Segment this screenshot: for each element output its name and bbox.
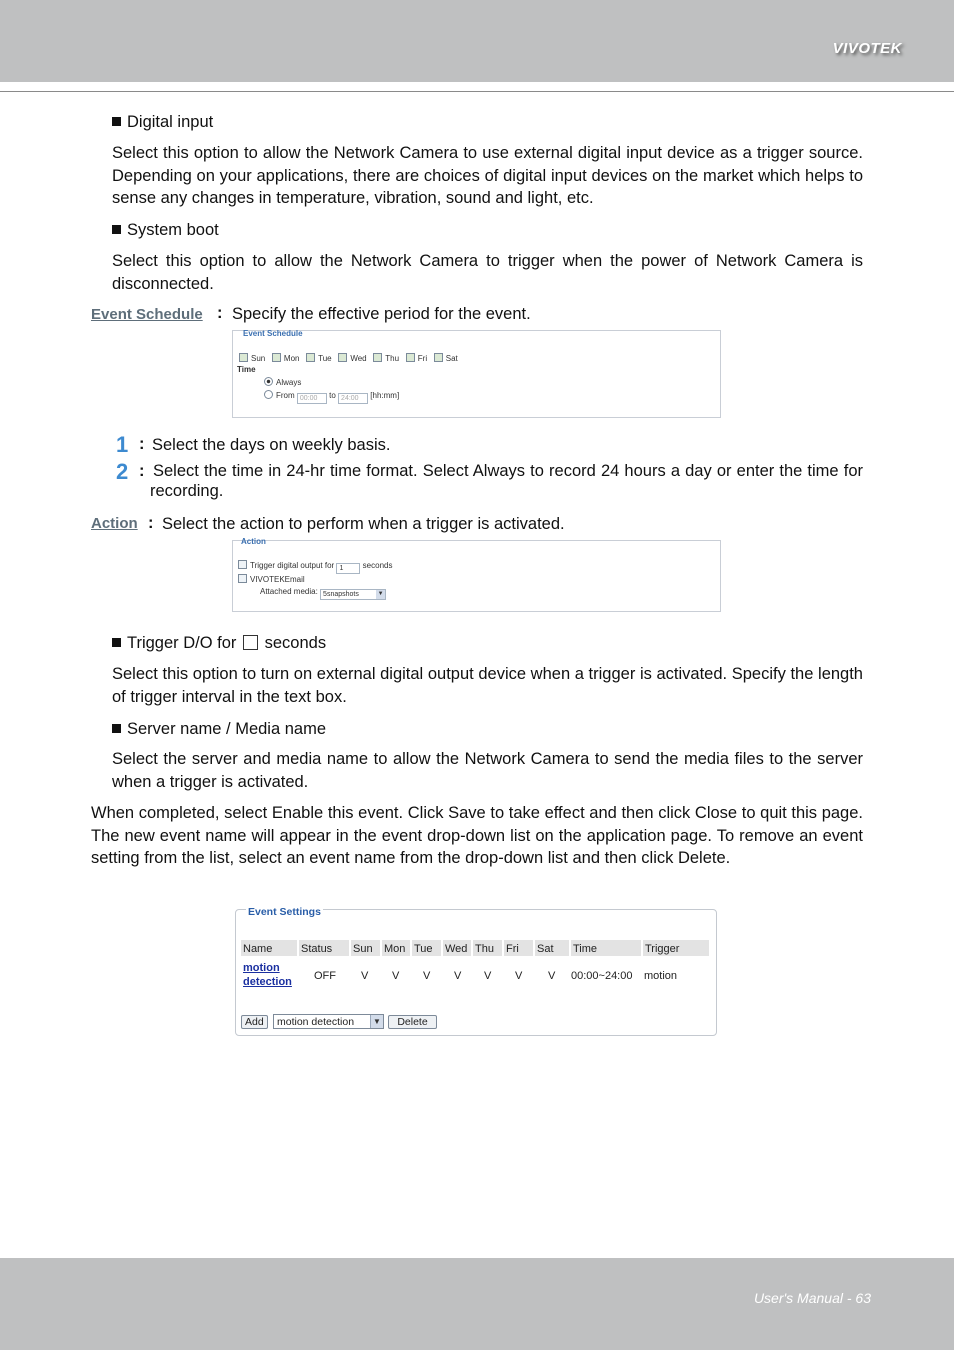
radio-from[interactable] (264, 390, 273, 399)
system-boot-heading: System boot (112, 219, 219, 241)
bullet-square-icon (112, 117, 121, 126)
radio-always[interactable] (264, 377, 273, 386)
trigger-output-row: Trigger digital output for 1 seconds (238, 560, 392, 574)
system-boot-text: Select this option to allow the Network Camera to trigger when the power of Network Camera is disconnected. (112, 252, 863, 293)
attached-media-row: Attached media: 5snapshots ▼ (260, 587, 386, 600)
from-option[interactable]: From 00:00 to 24:00 [hh:mm] (264, 390, 399, 404)
seconds-box-icon (243, 635, 258, 650)
row-time: 00:00~24:00 (571, 970, 633, 982)
header-divider (0, 91, 954, 92)
brand-logo: VIVOTEK (832, 40, 902, 57)
page-number: User's Manual - 63 (753, 1290, 871, 1306)
event-schedule-text: Specify the effective period for the event. (232, 305, 531, 323)
col-sat: Sat (535, 940, 569, 956)
checkbox-mon[interactable] (272, 353, 281, 362)
action-shot-title: Action (241, 537, 266, 546)
col-sun: Sun (351, 940, 380, 956)
chevron-down-icon: ▼ (377, 591, 384, 597)
checkbox-sat[interactable] (434, 353, 443, 362)
server-media-text: Select the server and media name to allow the Network Camera to send the media files to the server when a trigger is activated. (112, 750, 863, 791)
step-2-number: 2 (116, 459, 129, 484)
row-wed: V (454, 970, 462, 982)
always-option[interactable]: Always (264, 377, 301, 387)
row-sat: V (548, 970, 556, 982)
email-row: VIVOTEKEmail (238, 574, 305, 584)
time-label: Time (237, 365, 256, 374)
col-name: Name (241, 940, 297, 956)
row-sun: V (361, 970, 369, 982)
bullet-square-icon (112, 225, 121, 234)
col-trigger: Trigger (643, 940, 709, 956)
row-fri: V (515, 970, 523, 982)
completion-text: When completed, select Enable this event. Click Save to take effect and then click Close to quit this page. The new event name will appear in the event drop-down list on the application page. To remove an event setting from the list, select an event name from the drop-down list and then click Delete. (91, 804, 863, 867)
chevron-down-icon[interactable]: ▼ (370, 1015, 383, 1028)
checkbox-wed[interactable] (338, 353, 347, 362)
delete-button[interactable]: Delete (388, 1015, 437, 1029)
step-2-text: Select the time in 24-hr time format. Select Always to record 24 hours a day or enter the time for recording. (150, 462, 863, 500)
checkbox-fri[interactable] (406, 353, 415, 362)
weekday-checkboxes: Sun Mon Tue Wed Thu Fri Sat (239, 353, 458, 363)
step-1-number: 1 (116, 432, 129, 457)
action-colon: : (148, 514, 154, 532)
row-thu: V (484, 970, 492, 982)
row-mon: V (392, 970, 400, 982)
checkbox-trigger-output[interactable] (238, 560, 247, 569)
server-media-heading: Server name / Media name (112, 718, 326, 740)
col-status: Status (299, 940, 349, 956)
col-tue: Tue (412, 940, 441, 956)
trigger-do-heading: Trigger D/O for seconds (112, 632, 326, 654)
from-time-input[interactable]: 00:00 (297, 393, 327, 404)
bullet-square-icon (112, 724, 121, 733)
bullet-square-icon (112, 638, 121, 647)
col-fri: Fri (504, 940, 533, 956)
attached-media-select[interactable]: 5snapshots ▼ (320, 589, 386, 600)
event-schedule-screenshot (232, 330, 721, 418)
add-button[interactable]: Add (241, 1015, 268, 1029)
digital-input-heading: Digital input (112, 111, 213, 133)
action-text: Select the action to perform when a trigger is activated. (162, 515, 565, 533)
checkbox-sun[interactable] (239, 353, 248, 362)
to-time-input[interactable]: 24:00 (338, 393, 368, 404)
row-tue: V (423, 970, 431, 982)
event-settings-title: Event Settings (248, 906, 321, 918)
step-1-text: Select the days on weekly basis. (152, 436, 391, 454)
action-label: Action (91, 515, 138, 532)
digital-input-text: Select this option to allow the Network Camera to use external digital input device as a trigger source. Depending on your applications, there are choices of digital input devices on the market which helps to sense any changes in temperature, vibration, sound and light, etc. (112, 144, 863, 207)
step-1-colon: : (139, 435, 145, 453)
col-wed: Wed (443, 940, 471, 956)
event-select[interactable]: motion detection ▼ (273, 1014, 384, 1029)
action-screenshot (232, 537, 721, 612)
checkbox-email[interactable] (238, 574, 247, 583)
trigger-do-text: Select this option to turn on external digital output device when a trigger is activated. Specify the length of trigger interval in the text box. (112, 665, 863, 706)
event-name-link[interactable]: motion detection (243, 962, 292, 988)
event-settings-screenshot (235, 906, 717, 1036)
checkbox-thu[interactable] (373, 353, 382, 362)
row-status: OFF (314, 970, 336, 982)
event-schedule-label: Event Schedule (91, 306, 203, 323)
checkbox-tue[interactable] (306, 353, 315, 362)
col-time: Time (571, 940, 641, 956)
col-thu: Thu (473, 940, 502, 956)
trigger-seconds-input[interactable]: 1 (336, 563, 360, 574)
event-schedule-colon: : (217, 304, 223, 322)
col-mon: Mon (382, 940, 410, 956)
step-2-colon: : (139, 462, 145, 480)
row-trigger: motion (644, 970, 678, 982)
schedule-shot-title: Event Schedule (243, 329, 303, 338)
page-header-band (0, 0, 954, 82)
